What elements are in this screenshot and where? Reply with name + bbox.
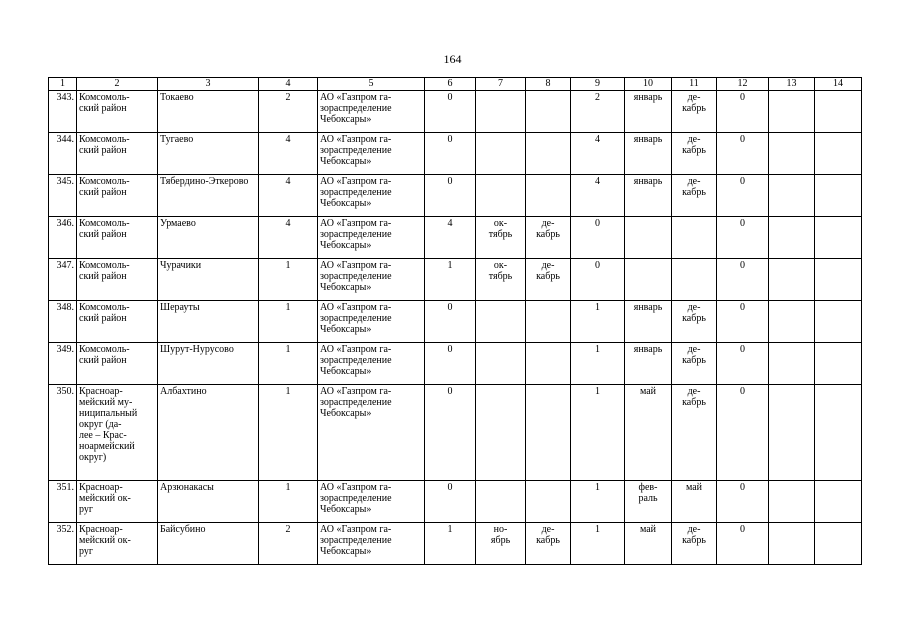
column-7-cell xyxy=(476,385,526,481)
column-8-cell xyxy=(526,91,571,133)
column-9-cell: 1 xyxy=(571,481,625,523)
organization-cell xyxy=(318,175,425,217)
district-cell xyxy=(77,301,158,343)
column-13-cell xyxy=(769,91,815,133)
column-11-line: кабрь xyxy=(682,145,706,156)
column-9-cell: 1 xyxy=(571,343,625,385)
settlement-cell: Байсубино xyxy=(158,523,259,565)
column-7-cell xyxy=(476,523,526,565)
column-11-cell xyxy=(672,385,717,481)
column-10-line: январь xyxy=(633,134,663,145)
page-number: 164 xyxy=(443,52,462,66)
column-6-cell: 1 xyxy=(425,259,476,301)
settlement-cell: Чурачики xyxy=(158,259,259,301)
row-number-cell: 343. xyxy=(49,91,77,133)
column-9-cell: 4 xyxy=(571,175,625,217)
column-14-cell xyxy=(815,175,862,217)
organization-line: зораспределение xyxy=(320,271,392,282)
column-11-line: кабрь xyxy=(682,313,706,324)
settlement-cell: Урмаево xyxy=(158,217,259,259)
column-8-cell xyxy=(526,133,571,175)
district-line: ский район xyxy=(79,145,127,156)
organization-line: Чебоксары» xyxy=(320,114,372,125)
district-cell xyxy=(77,343,158,385)
settlement-cell: Албахтино xyxy=(158,385,259,481)
district-line: мейский му- xyxy=(79,397,133,408)
settlement-cell: Шерауты xyxy=(158,301,259,343)
organization-line: зораспределение xyxy=(320,493,392,504)
district-line: Комсомоль- xyxy=(79,92,130,103)
organization-line: Чебоксары» xyxy=(320,546,372,557)
district-line: ниципальный xyxy=(79,408,138,419)
column-header: 4 xyxy=(259,78,318,91)
column-8-line: де- xyxy=(541,524,555,535)
column-8-cell xyxy=(526,301,571,343)
column-7-cell xyxy=(476,175,526,217)
district-line: руг xyxy=(79,546,93,557)
column-13-cell xyxy=(769,481,815,523)
organization-line: АО «Газпром га- xyxy=(320,176,392,187)
column-11-cell xyxy=(672,343,717,385)
table-row xyxy=(49,175,862,217)
district-line: мейский ок- xyxy=(79,493,131,504)
column-13-cell xyxy=(769,175,815,217)
organization-line: зораспределение xyxy=(320,103,392,114)
table-row xyxy=(49,301,862,343)
column-6-cell: 0 xyxy=(425,91,476,133)
column-14-cell xyxy=(815,301,862,343)
column-11-cell xyxy=(672,301,717,343)
district-line: ский район xyxy=(79,271,127,282)
district-cell xyxy=(77,217,158,259)
column-11-cell xyxy=(672,259,717,301)
column-header: 11 xyxy=(672,78,717,91)
organization-cell xyxy=(318,91,425,133)
column-7-line: ябрь xyxy=(490,535,511,546)
column-header: 7 xyxy=(476,78,526,91)
column-4-cell: 1 xyxy=(259,301,318,343)
column-13-cell xyxy=(769,343,815,385)
row-number-cell: 347. xyxy=(49,259,77,301)
column-9-cell: 0 xyxy=(571,217,625,259)
column-4-cell: 4 xyxy=(259,175,318,217)
column-7-line: ок- xyxy=(493,260,508,271)
district-cell xyxy=(77,259,158,301)
column-14-cell xyxy=(815,523,862,565)
table-row xyxy=(49,481,862,523)
column-10-cell xyxy=(625,481,672,523)
organization-line: зораспределение xyxy=(320,535,392,546)
column-header: 14 xyxy=(815,78,862,91)
organization-line: зораспределение xyxy=(320,313,392,324)
column-6-cell: 0 xyxy=(425,301,476,343)
column-11-line: де- xyxy=(687,386,701,397)
column-6-cell: 0 xyxy=(425,481,476,523)
column-11-line: кабрь xyxy=(682,103,706,114)
column-4-cell: 4 xyxy=(259,217,318,259)
district-line: Комсомоль- xyxy=(79,260,130,271)
column-7-cell xyxy=(476,91,526,133)
organization-cell xyxy=(318,301,425,343)
organization-line: АО «Газпром га- xyxy=(320,260,392,271)
column-4-cell: 1 xyxy=(259,481,318,523)
row-number-cell: 349. xyxy=(49,343,77,385)
district-line: Красноар- xyxy=(79,482,123,493)
column-header: 9 xyxy=(571,78,625,91)
column-8-cell xyxy=(526,175,571,217)
column-11-line: де- xyxy=(687,344,701,355)
gasification-schedule-table xyxy=(48,77,862,565)
column-11-line: де- xyxy=(687,302,701,313)
organization-line: АО «Газпром га- xyxy=(320,386,392,397)
row-number-cell: 344. xyxy=(49,133,77,175)
column-10-line: фев- xyxy=(638,482,658,493)
column-10-line: январь xyxy=(633,176,663,187)
column-10-line: январь xyxy=(633,344,663,355)
column-8-cell xyxy=(526,259,571,301)
column-12-cell: 0 xyxy=(717,133,769,175)
table-row xyxy=(49,133,862,175)
district-line: ноармейский xyxy=(79,441,135,452)
column-10-cell xyxy=(625,259,672,301)
column-9-cell: 4 xyxy=(571,133,625,175)
district-cell xyxy=(77,385,158,481)
column-11-line: кабрь xyxy=(682,535,706,546)
column-10-cell xyxy=(625,385,672,481)
column-12-cell: 0 xyxy=(717,91,769,133)
organization-line: Чебоксары» xyxy=(320,198,372,209)
organization-line: Чебоксары» xyxy=(320,156,372,167)
column-8-cell xyxy=(526,343,571,385)
organization-line: Чебоксары» xyxy=(320,282,372,293)
column-10-cell xyxy=(625,523,672,565)
column-4-cell: 4 xyxy=(259,133,318,175)
column-12-cell: 0 xyxy=(717,259,769,301)
column-14-cell xyxy=(815,259,862,301)
column-13-cell xyxy=(769,523,815,565)
district-line: ский район xyxy=(79,229,127,240)
district-line: ский район xyxy=(79,103,127,114)
column-10-line: январь xyxy=(633,92,663,103)
column-8-line: де- xyxy=(541,260,555,271)
district-line: Комсомоль- xyxy=(79,218,130,229)
column-6-cell: 0 xyxy=(425,385,476,481)
organization-cell xyxy=(318,217,425,259)
column-14-cell xyxy=(815,481,862,523)
column-header: 6 xyxy=(425,78,476,91)
column-6-cell: 1 xyxy=(425,523,476,565)
column-11-line: май xyxy=(685,482,703,493)
district-cell xyxy=(77,481,158,523)
row-number-cell: 351. xyxy=(49,481,77,523)
organization-line: зораспределение xyxy=(320,397,392,408)
organization-line: Чебоксары» xyxy=(320,366,372,377)
organization-line: АО «Газпром га- xyxy=(320,218,392,229)
organization-line: зораспределение xyxy=(320,187,392,198)
column-10-cell xyxy=(625,217,672,259)
column-12-cell: 0 xyxy=(717,301,769,343)
column-7-cell xyxy=(476,217,526,259)
column-7-line: но- xyxy=(493,524,508,535)
district-cell xyxy=(77,523,158,565)
column-12-cell: 0 xyxy=(717,523,769,565)
column-4-cell: 2 xyxy=(259,523,318,565)
column-10-line: январь xyxy=(633,302,663,313)
column-11-cell xyxy=(672,481,717,523)
column-10-line: раль xyxy=(638,493,658,504)
table-body xyxy=(49,91,862,565)
column-11-cell xyxy=(672,133,717,175)
column-12-cell: 0 xyxy=(717,481,769,523)
column-header: 1 xyxy=(49,78,77,91)
table-row xyxy=(49,91,862,133)
column-9-cell: 2 xyxy=(571,91,625,133)
district-line: Комсомоль- xyxy=(79,176,130,187)
column-header: 8 xyxy=(526,78,571,91)
column-8-cell xyxy=(526,217,571,259)
district-line: мейский ок- xyxy=(79,535,131,546)
organization-cell xyxy=(318,133,425,175)
column-12-cell: 0 xyxy=(717,217,769,259)
row-number-cell: 352. xyxy=(49,523,77,565)
organization-cell xyxy=(318,259,425,301)
row-number-cell: 350. xyxy=(49,385,77,481)
column-10-cell xyxy=(625,91,672,133)
column-7-cell xyxy=(476,301,526,343)
table-row xyxy=(49,343,862,385)
column-header: 10 xyxy=(625,78,672,91)
organization-cell xyxy=(318,385,425,481)
district-line: Комсомоль- xyxy=(79,134,130,145)
organization-line: АО «Газпром га- xyxy=(320,524,392,535)
column-10-cell xyxy=(625,175,672,217)
column-7-line: ок- xyxy=(493,218,508,229)
column-6-cell: 0 xyxy=(425,343,476,385)
column-6-cell: 4 xyxy=(425,217,476,259)
column-11-line: де- xyxy=(687,134,701,145)
district-line: ский район xyxy=(79,313,127,324)
column-8-line: де- xyxy=(541,218,555,229)
column-10-cell xyxy=(625,133,672,175)
column-header: 3 xyxy=(158,78,259,91)
organization-line: АО «Газпром га- xyxy=(320,302,392,313)
organization-cell xyxy=(318,523,425,565)
district-cell xyxy=(77,175,158,217)
table-row xyxy=(49,217,862,259)
column-11-line: де- xyxy=(687,524,701,535)
organization-line: Чебоксары» xyxy=(320,240,372,251)
column-11-cell xyxy=(672,523,717,565)
district-line: ский район xyxy=(79,187,127,198)
column-14-cell xyxy=(815,385,862,481)
column-10-cell xyxy=(625,343,672,385)
organization-line: АО «Газпром га- xyxy=(320,134,392,145)
organization-line: Чебоксары» xyxy=(320,504,372,515)
organization-line: Чебоксары» xyxy=(320,324,372,335)
column-number-header-row xyxy=(49,78,862,91)
column-9-cell: 1 xyxy=(571,385,625,481)
column-6-cell: 0 xyxy=(425,175,476,217)
column-8-line: кабрь xyxy=(536,229,560,240)
district-line: лее – Крас- xyxy=(79,430,127,441)
column-7-cell xyxy=(476,133,526,175)
district-line: округ (да- xyxy=(79,419,122,430)
column-4-cell: 1 xyxy=(259,343,318,385)
district-cell xyxy=(77,133,158,175)
column-11-cell xyxy=(672,217,717,259)
organization-line: АО «Газпром га- xyxy=(320,92,392,103)
column-header: 13 xyxy=(769,78,815,91)
column-8-cell xyxy=(526,481,571,523)
column-11-line: кабрь xyxy=(682,355,706,366)
organization-cell xyxy=(318,481,425,523)
settlement-cell: Токаево xyxy=(158,91,259,133)
column-11-line: кабрь xyxy=(682,187,706,198)
column-10-line: май xyxy=(639,524,657,535)
district-line: Красноар- xyxy=(79,386,123,397)
column-7-cell xyxy=(476,259,526,301)
column-11-line: кабрь xyxy=(682,397,706,408)
column-13-cell xyxy=(769,301,815,343)
column-11-cell xyxy=(672,175,717,217)
column-8-cell xyxy=(526,523,571,565)
row-number-cell: 346. xyxy=(49,217,77,259)
settlement-cell: Тугаево xyxy=(158,133,259,175)
district-line: округ) xyxy=(79,452,107,463)
column-13-cell xyxy=(769,133,815,175)
column-8-line: кабрь xyxy=(536,271,560,282)
column-11-line: де- xyxy=(687,92,701,103)
district-line: Комсомоль- xyxy=(79,302,130,313)
organization-line: АО «Газпром га- xyxy=(320,344,392,355)
row-number-cell: 345. xyxy=(49,175,77,217)
column-10-line: май xyxy=(639,386,657,397)
organization-line: Чебоксары» xyxy=(320,408,372,419)
column-header: 12 xyxy=(717,78,769,91)
organization-line: АО «Газпром га- xyxy=(320,482,392,493)
column-7-line: тябрь xyxy=(488,271,513,282)
settlement-cell: Шурут-Нурусово xyxy=(158,343,259,385)
district-line: Красноар- xyxy=(79,524,123,535)
organization-cell xyxy=(318,343,425,385)
column-header: 5 xyxy=(318,78,425,91)
column-12-cell: 0 xyxy=(717,343,769,385)
organization-line: зораспределение xyxy=(320,145,392,156)
row-number-cell: 348. xyxy=(49,301,77,343)
district-line: руг xyxy=(79,504,93,515)
column-9-cell: 1 xyxy=(571,301,625,343)
column-12-cell: 0 xyxy=(717,385,769,481)
column-14-cell xyxy=(815,343,862,385)
column-12-cell: 0 xyxy=(717,175,769,217)
column-header: 2 xyxy=(77,78,158,91)
column-9-cell: 0 xyxy=(571,259,625,301)
column-4-cell: 1 xyxy=(259,385,318,481)
column-10-cell xyxy=(625,301,672,343)
column-11-line: де- xyxy=(687,176,701,187)
settlement-cell: Арзюнакасы xyxy=(158,481,259,523)
column-4-cell: 1 xyxy=(259,259,318,301)
column-7-cell xyxy=(476,481,526,523)
column-4-cell: 2 xyxy=(259,91,318,133)
column-8-line: кабрь xyxy=(536,535,560,546)
organization-line: зораспределение xyxy=(320,229,392,240)
column-8-cell xyxy=(526,385,571,481)
table-row xyxy=(49,259,862,301)
column-13-cell xyxy=(769,217,815,259)
column-9-cell: 1 xyxy=(571,523,625,565)
organization-line: зораспределение xyxy=(320,355,392,366)
column-7-line: тябрь xyxy=(488,229,513,240)
settlement-cell: Тябердино-Эткерово xyxy=(158,175,259,217)
column-14-cell xyxy=(815,133,862,175)
column-14-cell xyxy=(815,217,862,259)
district-line: Комсомоль- xyxy=(79,344,130,355)
district-cell xyxy=(77,91,158,133)
column-13-cell xyxy=(769,259,815,301)
table-row xyxy=(49,523,862,565)
column-14-cell xyxy=(815,91,862,133)
column-7-cell xyxy=(476,343,526,385)
column-11-cell xyxy=(672,91,717,133)
district-line: ский район xyxy=(79,355,127,366)
table-row xyxy=(49,385,862,481)
column-6-cell: 0 xyxy=(425,133,476,175)
column-13-cell xyxy=(769,385,815,481)
